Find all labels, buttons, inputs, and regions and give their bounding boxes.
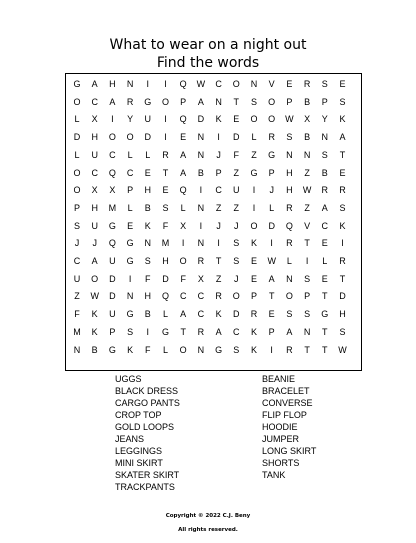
grid-letter: K	[250, 238, 257, 249]
grid-letter: X	[91, 185, 98, 196]
grid-letter: A	[180, 167, 187, 178]
grid-letter: O	[73, 96, 81, 107]
copyright-notice: Copyright © 2022 C.J. Beny	[165, 513, 251, 519]
grid-letter: T	[339, 149, 346, 160]
grid-letter: I	[128, 273, 132, 284]
grid-letter: E	[250, 256, 257, 266]
grid-letter: A	[339, 132, 346, 143]
grid-letter: S	[127, 326, 134, 337]
grid-letter: O	[268, 96, 276, 107]
grid-letter: Z	[233, 167, 240, 178]
grid-letter: O	[268, 114, 276, 125]
grid-letter: E	[339, 79, 346, 89]
grid-letter: X	[91, 114, 98, 125]
grid-letter: C	[321, 220, 329, 231]
grid-letter: I	[181, 238, 185, 249]
grid-letter: I	[270, 344, 273, 355]
grid-letter: P	[73, 202, 80, 213]
grid-letter: M	[161, 238, 170, 249]
grid-letter: H	[91, 132, 98, 143]
grid-letter: R	[286, 202, 293, 213]
grid-letter: H	[109, 79, 116, 89]
grid-letter: T	[322, 344, 328, 355]
grid-letter: F	[145, 273, 151, 284]
grid-letter: L	[127, 202, 133, 213]
grid-letter: S	[321, 149, 328, 160]
grid-letter: L	[286, 256, 292, 266]
grid-letter: P	[250, 291, 257, 302]
grid-letter: S	[321, 79, 328, 89]
grid-letter: C	[73, 256, 81, 266]
grid-letter: D	[109, 273, 116, 284]
grid-letter: J	[216, 220, 221, 231]
word-list-item: JUMPER	[262, 434, 300, 444]
grid-letter: A	[268, 273, 275, 284]
grid-letter: W	[196, 79, 206, 89]
grid-letter: N	[303, 326, 311, 337]
word-list-item: TANK	[262, 470, 286, 480]
grid-letter: O	[179, 256, 187, 266]
grid-letter: I	[146, 326, 150, 337]
grid-letter: N	[126, 291, 134, 302]
grid-letter: M	[108, 202, 117, 213]
grid-letter: G	[161, 326, 169, 337]
grid-letter: U	[144, 114, 152, 125]
grid-letter: N	[197, 344, 205, 355]
grid-letter: K	[91, 326, 98, 337]
word-list-item: JEANS	[115, 434, 145, 444]
grid-letter: D	[268, 220, 275, 231]
grid-letter: N	[197, 149, 205, 160]
grid-letter: I	[164, 114, 167, 125]
grid-letter: B	[321, 167, 328, 178]
grid-letter: W	[90, 291, 99, 302]
grid-letter: Q	[285, 220, 293, 231]
grid-letter: W	[302, 185, 312, 196]
word-list-item: LONG SKIRT	[262, 446, 317, 456]
grid-letter: D	[339, 291, 346, 302]
grid-letter: K	[91, 309, 98, 320]
grid-letter: U	[233, 185, 240, 196]
grid-letter: W	[338, 344, 347, 355]
grid-letter: P	[304, 291, 311, 302]
grid-letter: C	[215, 79, 222, 89]
grid-letter: I	[252, 185, 256, 196]
grid-letter: N	[197, 132, 205, 143]
grid-letter: R	[126, 96, 134, 107]
grid-letter: J	[234, 273, 239, 284]
grid-letter: G	[108, 344, 116, 355]
grid-letter: G	[215, 344, 223, 355]
grid-letter: P	[127, 185, 134, 196]
grid-letter: P	[268, 326, 275, 337]
grid-letter: L	[180, 202, 186, 213]
grid-letter: S	[73, 220, 80, 231]
grid-letter: F	[74, 309, 80, 320]
grid-letter: N	[250, 79, 258, 89]
grid-letter: S	[304, 309, 311, 320]
grid-letter: L	[269, 202, 275, 213]
grid-letter: N	[126, 79, 134, 89]
grid-letter: E	[321, 238, 328, 249]
grid-letter: D	[109, 291, 116, 302]
grid-letter: G	[108, 220, 116, 231]
grid-letter: R	[321, 185, 329, 196]
word-list-item: CONVERSE	[262, 398, 313, 408]
grid-letter: Z	[74, 291, 80, 302]
word-list-item: HOODIE	[262, 422, 298, 432]
grid-letter: R	[197, 326, 205, 337]
grid-letter: R	[286, 344, 293, 355]
grid-letter: A	[197, 96, 204, 107]
grid-letter: K	[144, 220, 151, 231]
grid-letter: Y	[321, 114, 328, 125]
grid-letter: C	[179, 291, 187, 302]
grid-letter: R	[197, 256, 205, 266]
grid-letter: Q	[108, 238, 116, 249]
grid-letter: S	[286, 309, 293, 320]
word-list-item: TRACKPANTS	[115, 482, 175, 492]
grid-letter: Y	[127, 114, 134, 125]
grid-letter: S	[144, 256, 151, 266]
grid-letter: N	[286, 273, 293, 284]
word-list-item: BLACK DRESS	[115, 386, 179, 396]
grid-letter: C	[91, 96, 98, 107]
grid-letter: H	[162, 256, 169, 266]
grid-letter: X	[304, 114, 311, 125]
word-list-item: SHORTS	[262, 458, 300, 468]
grid-letter: I	[146, 79, 150, 89]
grid-letter: A	[321, 202, 328, 213]
grid-letter: A	[180, 309, 187, 320]
grid-letter: H	[91, 202, 98, 213]
word-list-left	[115, 373, 180, 493]
grid-letter: H	[286, 167, 293, 178]
grid-letter: T	[339, 273, 346, 284]
grid-letter: O	[73, 167, 81, 178]
grid-letter: G	[126, 256, 134, 266]
grid-letter: H	[144, 291, 152, 302]
grid-letter: I	[111, 114, 114, 125]
grid-letter: C	[233, 326, 240, 337]
grid-letter: N	[321, 132, 329, 143]
grid-letter: E	[127, 220, 134, 231]
grid-letter: C	[109, 149, 116, 160]
grid-letter: O	[126, 132, 134, 143]
grid-letter: A	[215, 326, 222, 337]
word-list-item: CARGO PANTS	[115, 398, 180, 408]
grid-letter: S	[339, 326, 346, 337]
grid-letter: T	[180, 326, 186, 337]
grid-letter: C	[197, 291, 205, 302]
grid-letter: R	[286, 238, 293, 249]
grid-letter: G	[321, 309, 329, 320]
grid-letter: D	[73, 132, 81, 143]
grid-letter: H	[339, 309, 346, 320]
grid-letter: R	[250, 309, 258, 320]
grid-letter: L	[162, 309, 168, 320]
grid-letter: E	[144, 167, 151, 178]
grid-letter: O	[285, 291, 293, 302]
grid-letter: I	[199, 220, 203, 231]
grid-letter: O	[108, 132, 116, 143]
grid-letter: U	[91, 149, 98, 160]
grid-letter: E	[339, 167, 346, 178]
grid-letter: J	[92, 238, 97, 249]
grid-letter: O	[250, 220, 258, 231]
word-search-grid	[65, 73, 362, 371]
grid-letter: Q	[179, 185, 187, 196]
grid-letter: E	[180, 132, 187, 143]
word-list-item: MINI SKIRT	[115, 458, 163, 468]
grid-letter: F	[145, 344, 151, 355]
grid-letter: R	[339, 256, 346, 266]
grid-letter: K	[215, 114, 222, 125]
grid-letter: K	[250, 326, 257, 337]
grid-letter: P	[268, 167, 275, 178]
grid-letter: R	[268, 132, 275, 143]
grid-letter: L	[74, 149, 80, 160]
grid-letter: P	[109, 326, 116, 337]
grid-letter: V	[268, 79, 275, 89]
grid-letter: G	[144, 96, 152, 107]
grid-letter: E	[321, 273, 328, 284]
grid-letter: V	[304, 220, 311, 231]
grid-letter: S	[339, 202, 346, 213]
grid-letter: Q	[108, 167, 116, 178]
grid-letter: S	[233, 256, 240, 266]
grid-letter: B	[91, 344, 98, 355]
grid-letter: Z	[251, 149, 257, 160]
grid-letter: E	[268, 309, 275, 320]
grid-letter: D	[197, 114, 205, 125]
grid-letter: L	[127, 149, 133, 160]
grid-letter: S	[339, 96, 346, 107]
grid-letter: L	[145, 149, 151, 160]
word-list-item: UGGS	[115, 374, 142, 384]
grid-letter: G	[126, 238, 134, 249]
grid-letter: D	[162, 273, 169, 284]
grid-letter: I	[217, 132, 220, 143]
grid-letter: G	[250, 167, 258, 178]
grid-letter: C	[126, 167, 134, 178]
word-list-item: GOLD LOOPS	[115, 422, 175, 432]
grid-letter: G	[268, 149, 276, 160]
grid-letter: N	[73, 344, 81, 355]
grid-letter: Q	[179, 114, 187, 125]
grid-letter: K	[215, 309, 222, 320]
grid-letter: K	[339, 220, 346, 231]
grid-letter: I	[164, 79, 167, 89]
grid-letter: O	[91, 273, 99, 284]
grid-letter: S	[162, 202, 169, 213]
grid-letter: Z	[304, 167, 310, 178]
grid-letter: R	[339, 185, 346, 196]
grid-letter: Z	[233, 202, 240, 213]
grid-letter: T	[304, 344, 310, 355]
grid-letter: T	[322, 326, 328, 337]
grid-letter: C	[91, 167, 98, 178]
word-list-right	[262, 373, 316, 481]
grid-letter: T	[233, 96, 240, 107]
grid-letter: J	[234, 220, 239, 231]
grid-letter: D	[144, 132, 152, 143]
grid-letter: N	[197, 238, 205, 249]
grid-letter: O	[232, 79, 240, 89]
grid-letter: N	[286, 149, 293, 160]
grid-letter: I	[217, 238, 220, 249]
grid-letter: A	[286, 326, 293, 337]
grid-letter: C	[197, 309, 205, 320]
grid-letter: G	[126, 309, 134, 320]
grid-letter: U	[73, 273, 81, 284]
grid-letter: K	[250, 344, 257, 355]
grid-letter: A	[180, 149, 187, 160]
grid-letter: B	[304, 132, 311, 143]
grid-letter: O	[232, 291, 240, 302]
grid-letter: L	[74, 114, 80, 125]
grid-letter: K	[127, 344, 134, 355]
grid-letter: X	[109, 185, 116, 196]
grid-letter: Z	[215, 273, 222, 284]
grid-letter: J	[216, 149, 221, 160]
word-list-item: SKATER SKIRT	[115, 470, 180, 480]
grid-letter: S	[233, 344, 240, 355]
grid-letter: I	[341, 238, 344, 249]
grid-letter: T	[268, 291, 275, 302]
grid-letter: U	[91, 220, 98, 231]
grid-letter: T	[322, 291, 328, 302]
grid-letter: P	[180, 96, 187, 107]
grid-letter: U	[109, 256, 116, 266]
puzzle-title: What to wear on a night out	[109, 37, 307, 53]
grid-letter: B	[144, 309, 151, 320]
grid-letter: Q	[179, 79, 187, 89]
puzzle-subtitle: Find the words	[156, 55, 260, 71]
grid-letter: X	[197, 273, 204, 284]
grid-letter: T	[304, 238, 310, 249]
grid-letter: D	[233, 309, 240, 320]
grid-letter: R	[215, 291, 222, 302]
grid-letter: I	[164, 132, 167, 143]
grid-letter: S	[286, 132, 293, 143]
grid-letter: E	[250, 273, 257, 284]
grid-letter: B	[197, 167, 204, 178]
grid-letter: F	[162, 220, 169, 231]
word-list-item: FLIP FLOP	[262, 410, 307, 420]
grid-letter: P	[286, 96, 293, 107]
grid-letter: J	[74, 238, 80, 249]
word-list-item: LEGGINGS	[115, 446, 163, 456]
grid-letter: S	[250, 96, 257, 107]
grid-letter: D	[233, 132, 240, 143]
grid-letter: T	[215, 256, 222, 266]
grid-letter: E	[286, 79, 293, 89]
grid-letter: T	[162, 167, 169, 178]
grid-letter: A	[109, 96, 116, 107]
grid-letter: N	[197, 202, 205, 213]
grid-letter: S	[233, 238, 240, 249]
grid-letter: A	[91, 79, 98, 89]
grid-letter: B	[304, 96, 311, 107]
word-list-item: BRACELET	[262, 386, 310, 396]
grid-letter: P	[215, 167, 222, 178]
grid-letter: X	[180, 220, 187, 231]
grid-letter: P	[321, 96, 328, 107]
grid-letter: I	[199, 185, 203, 196]
grid-letter: R	[162, 149, 169, 160]
grid-letter: L	[251, 132, 257, 143]
grid-letter: O	[73, 185, 81, 196]
grid-letter: L	[162, 344, 168, 355]
grid-letter: Z	[215, 202, 222, 213]
grid-letter: H	[286, 185, 293, 196]
rights-notice: All rights reserved.	[178, 527, 238, 533]
grid-letter: S	[304, 273, 311, 284]
grid-letter: W	[285, 114, 294, 125]
grid-letter: I	[252, 202, 256, 213]
grid-letter: O	[161, 96, 169, 107]
grid-letter: G	[73, 79, 81, 89]
grid-letter: N	[303, 149, 311, 160]
word-list-item: BEANIE	[262, 374, 296, 384]
grid-letter: N	[215, 96, 222, 107]
grid-letter: C	[215, 185, 222, 196]
grid-letter: R	[303, 79, 311, 89]
grid-letter: U	[109, 309, 116, 320]
grid-letter: H	[144, 185, 152, 196]
grid-letter: B	[144, 202, 151, 213]
grid-letter: K	[339, 114, 346, 125]
grid-letter: N	[144, 238, 152, 249]
grid-letter: A	[91, 256, 98, 266]
word-list-item: CROP TOP	[115, 410, 162, 420]
grid-letter: I	[305, 256, 309, 266]
grid-letter: E	[162, 185, 169, 196]
grid-letter: Q	[161, 291, 169, 302]
grid-letter: F	[233, 149, 240, 160]
grid-letter: O	[179, 344, 187, 355]
grid-letter: W	[267, 256, 276, 266]
grid-letter: F	[180, 273, 186, 284]
grid-letter: M	[73, 326, 81, 337]
grid-letter: L	[322, 256, 328, 266]
grid-letter: E	[233, 114, 240, 125]
grid-letter: Z	[304, 202, 310, 213]
grid-letter: J	[269, 185, 274, 196]
grid-letter: I	[270, 238, 273, 249]
grid-letter: O	[250, 114, 258, 125]
